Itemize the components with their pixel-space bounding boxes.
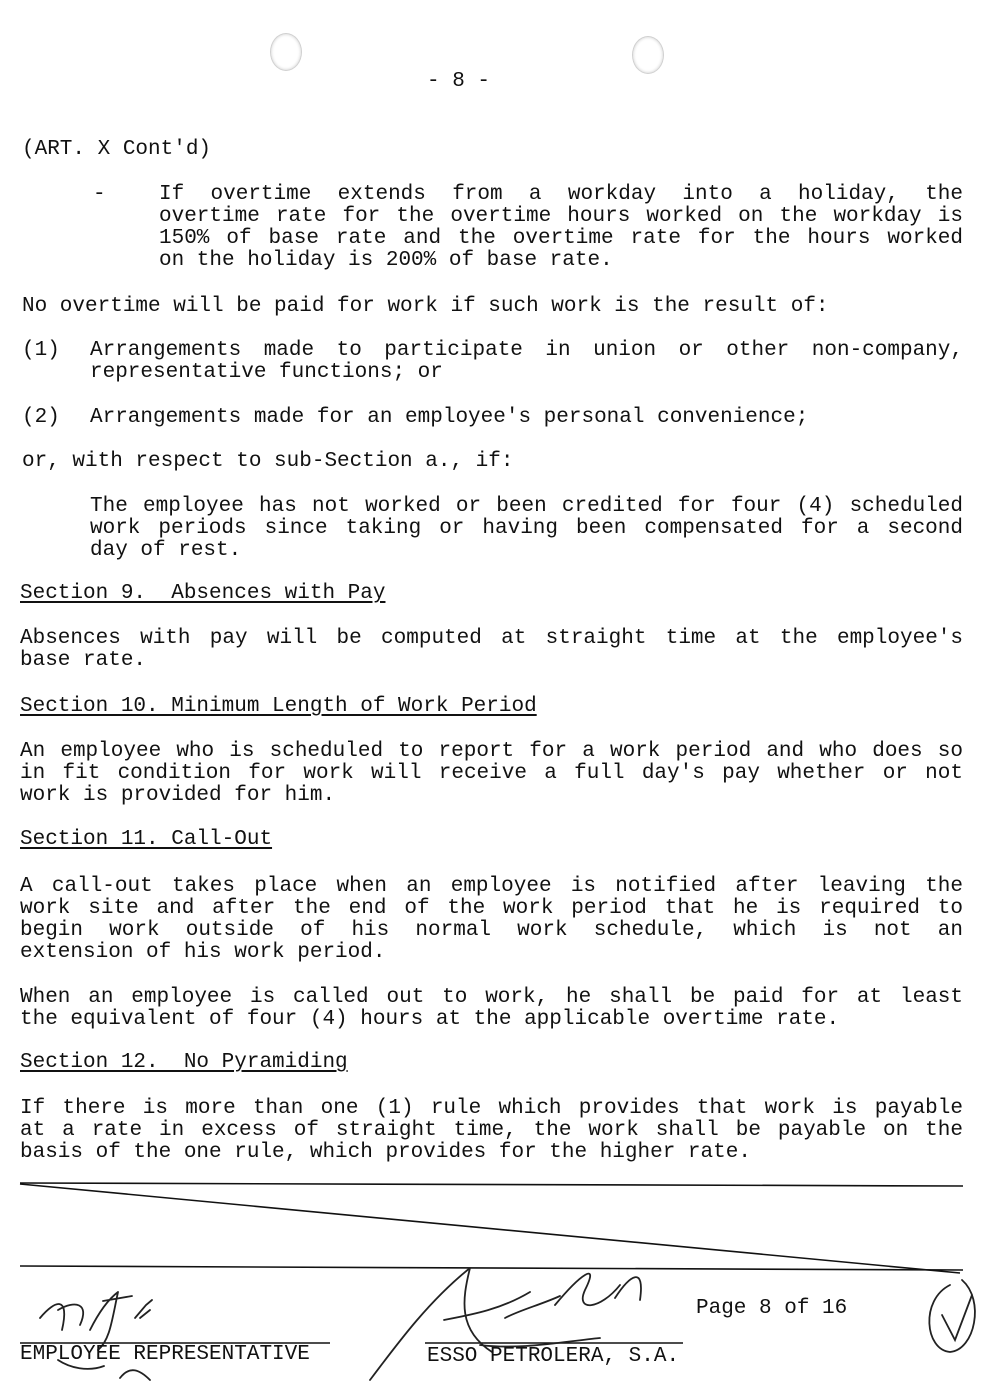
text-line: base rate.: [20, 649, 147, 672]
text-line: If there is more than one (1) rule which provides that work is payable: [20, 1097, 963, 1120]
text-line: basis of the one rule, which provides for the higher rate.: [20, 1141, 751, 1164]
initials-icon: [929, 1280, 975, 1352]
text-line: An employee who is scheduled to report for a work period and who does so: [20, 740, 963, 763]
list-item: Arrangements made for an employee's personal convenience;: [90, 406, 809, 429]
no-overtime-intro: No overtime will be paid for work if such work is the result of:: [22, 295, 829, 318]
text-line: on the holiday is 200% of base rate.: [159, 249, 613, 272]
text-line: at a rate in excess of straight time, the work shall be payable on the: [20, 1119, 963, 1142]
company-label: ESSO PETROLERA, S.A.: [427, 1345, 680, 1368]
item-number: (1): [22, 339, 60, 362]
text-line: work periods since taking or having been compensated for a second: [90, 517, 963, 540]
section-heading: Section 12. No Pyramiding: [20, 1051, 348, 1074]
text-line: If overtime extends from a workday into a holiday, the: [159, 183, 963, 206]
text-line: 150% of base rate and the overtime rate for the hours worked: [159, 227, 963, 250]
text-line: representative functions; or: [90, 361, 443, 384]
bullet-dash: -: [93, 183, 106, 206]
section-heading: Section 10. Minimum Length of Work Period: [20, 695, 537, 718]
text-line: The employee has not worked or been credited for four (4) scheduled: [90, 495, 963, 518]
text-line: in fit condition for work will receive a full day's pay whether or not: [20, 762, 963, 785]
text-line: A call-out takes place when an employee is notified after leaving the: [20, 875, 963, 898]
text-line: work is provided for him.: [20, 784, 336, 807]
text-line: overtime rate for the overtime hours worked on the workday is: [159, 205, 963, 228]
employee-signature-icon: [40, 1292, 152, 1380]
continuation-label: (ART. X Cont'd): [22, 138, 212, 161]
employee-representative-label: EMPLOYEE REPRESENTATIVE: [20, 1343, 310, 1366]
text-line: Absences with pay will be computed at straight time at the employee's: [20, 627, 963, 650]
text-line: day of rest.: [90, 539, 242, 562]
subsection-intro: or, with respect to sub-Section a., if:: [22, 450, 514, 473]
item-number: (2): [22, 406, 60, 429]
text-line: the equivalent of four (4) hours at the applicable overtime rate.: [20, 1008, 840, 1031]
section-heading: Section 9. Absences with Pay: [20, 582, 386, 605]
text-line: begin work outside of his normal work schedule, which is not an: [20, 919, 963, 942]
text-line: Arrangements made to participate in union or other non-company,: [90, 339, 963, 362]
cancellation-lines: [20, 1183, 963, 1273]
text-line: When an employee is called out to work, he shall be paid for at least: [20, 986, 963, 1009]
page-number: Page 8 of 16: [696, 1297, 848, 1320]
text-line: work site and after the end of the work period that he is required to: [20, 897, 963, 920]
text-line: extension of his work period.: [20, 941, 386, 964]
page-marker: - 8 -: [427, 70, 491, 93]
section-heading: Section 11. Call-Out: [20, 828, 273, 851]
